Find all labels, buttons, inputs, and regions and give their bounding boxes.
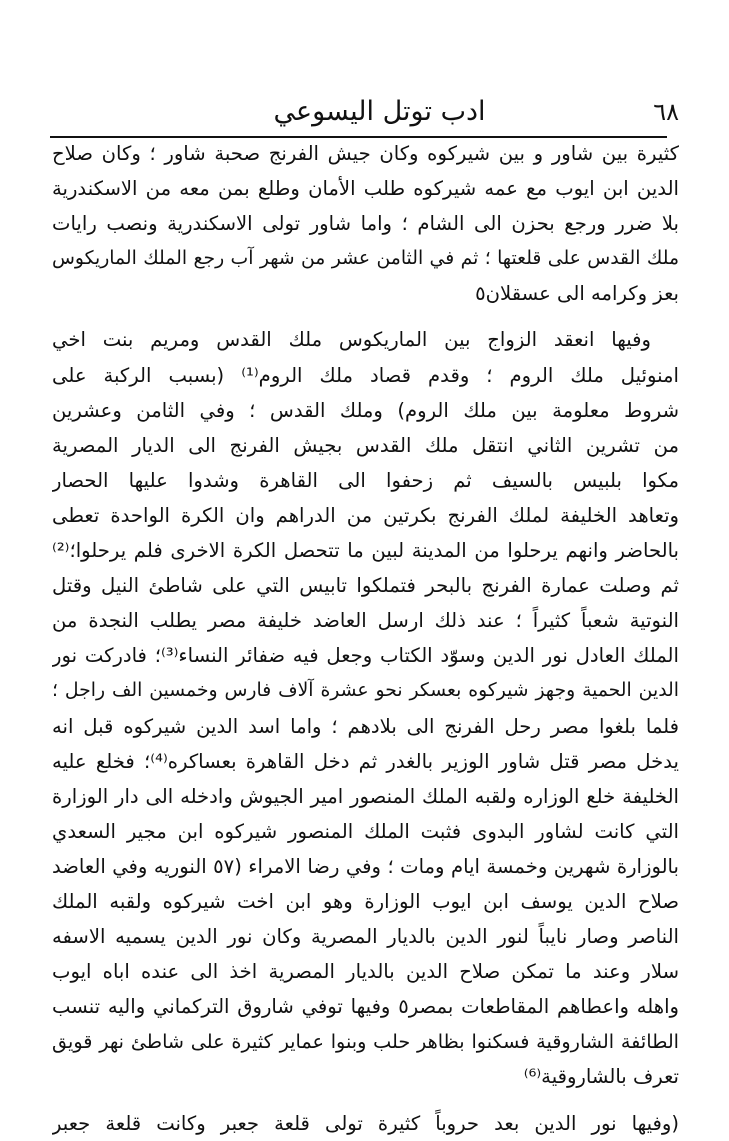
text-line: ثم وصلت عمارة الفرنج بالبحر فتملكوا تابيس التي على شاطئ النيل وقتل [52,574,679,598]
paragraph-2 [52,322,679,1094]
paragraph-gap [52,1095,679,1106]
text-line: الخليفة خلع الوزاره ولقبه الملك المنصور امير الجيوش وادخله الى دار الوزارة [52,784,679,808]
text-line: واهله واعطاهم المقاطعات بمصر٥ وفيها توفي شاروق التركماني واليه تنسب [52,995,679,1019]
text-line: بالحاضر وانهم يرحلوا من المدينة لبين ما تتحصل الكرة الاخرى فلم يرحلوا؛⁽²⁾ [52,539,679,563]
text-line: بلا ضرر ورجع بحزن الى الشام ؛ واما شاور تولى الاسكندرية ونصب رايات [52,212,679,236]
text-line: يدخل مصر قتل شاور الوزير بالغدر ثم دخل القاهرة بعساكره⁽⁴⁾؛ فخلع عليه [52,749,679,773]
text-line: النوتية شعباً كثيراً ؛ عند ذلك ارسل العاضد خليفة مصر يطلب النجدة من [52,609,679,633]
paragraph-gap [52,311,679,322]
page-number: ٦٨ [653,98,679,126]
text-line: مكوا بلبيس بالسيف ثم زحفوا الى القاهرة وشدوا عليها الحصار [52,468,679,492]
text-line: الطائفة الشاروقية فسكنوا بظاهر حلب وبنوا عماير كثيرة على شاطئ نهر قويق [52,1030,679,1054]
text-line: الناصر وصار نايباً لنور الدين بالديار المصرية وكان نور الدين يسميه الاسفه [52,925,679,949]
text-line: صلاح الدين يوسف ابن ايوب الوزارة وهو ابن اخت شيركوه ولقبه الملك [52,889,679,913]
text-line: فلما بلغوا مصر رحل الفرنج الى بلادهم ؛ واما اسد الدين شيركوه قبل انه [52,714,679,738]
text-line: تعرف بالشاروقية⁽⁶⁾ [523,1065,679,1089]
running-title: ادب توتل اليسوعي [273,96,486,127]
text-line: التي كانت لشاور البدوى فثبت الملك المنصور شيركوه ابن مجير السعدي [52,819,679,843]
text-line: سلار وعند ما تمكن صلاح الدين بالديار المصرية اخذ الى عنده اباه ايوب [52,960,679,984]
text-line: الملك العادل نور الدين وسوّد الكتاب وجعل فيه ضفائر النساء⁽³⁾؛ فادركت نور [52,644,679,668]
text-line: من تشرين الثاني انتقل ملك القدس بجيش الفرنج الى الديار المصرية [52,433,679,457]
text-line: (وفيها نور الدين بعد حروباً كثيرة تولى قلعة جعبر وكانت قلعة جعبر [52,1111,679,1135]
text-line: امنوئيل ملك الروم ؛ وقدم قصاد ملك الروم⁽¹⁾ (بسبب الركبة على [52,363,679,387]
text-line: بالوزارة شهرين وخمسة ايام ومات ؛ وفي رضا الامراء (٥٧ النوريه وفي العاضد [52,854,679,878]
text-line: الدين ابن ايوب مع عمه شيركوه طلب الأمان وطلع بمن معه من الاسكندرية [52,177,679,201]
text-line: وفيها انعقد الزواج بين الماريكوس ملك القدس ومريم بنت اخي [52,328,651,352]
page-body [52,136,679,1141]
text-line: وتعاهد الخليفة لملك الفرنج بكرتين من الدراهم وان الكرة الواحدة تعطى [52,503,679,527]
text-line: شروط معلومة بين ملك الروم) وملك القدس ؛ وفي الثامن وعشرين [52,398,679,422]
text-line: كثيرة بين شاور و بين شيركوه وكان جيش الفرنج صحبة شاور ؛ وكان صلاح [52,142,679,165]
text-line: الدين الحمية وجهز شيركوه بعسكر نحو عشرة آلاف فارس وخمسين الف راجل ؛ [52,680,679,702]
text-line: ملك القدس على قلعتها ؛ ثم في الثامن عشر من شهر آب رجع الملك الماريكوس [52,248,679,270]
text-line: بعز وكرامه الى عسقلان٥ [475,282,679,306]
paragraph-3 [52,1106,679,1141]
page-header [70,96,689,132]
paragraph-1 [52,136,679,311]
